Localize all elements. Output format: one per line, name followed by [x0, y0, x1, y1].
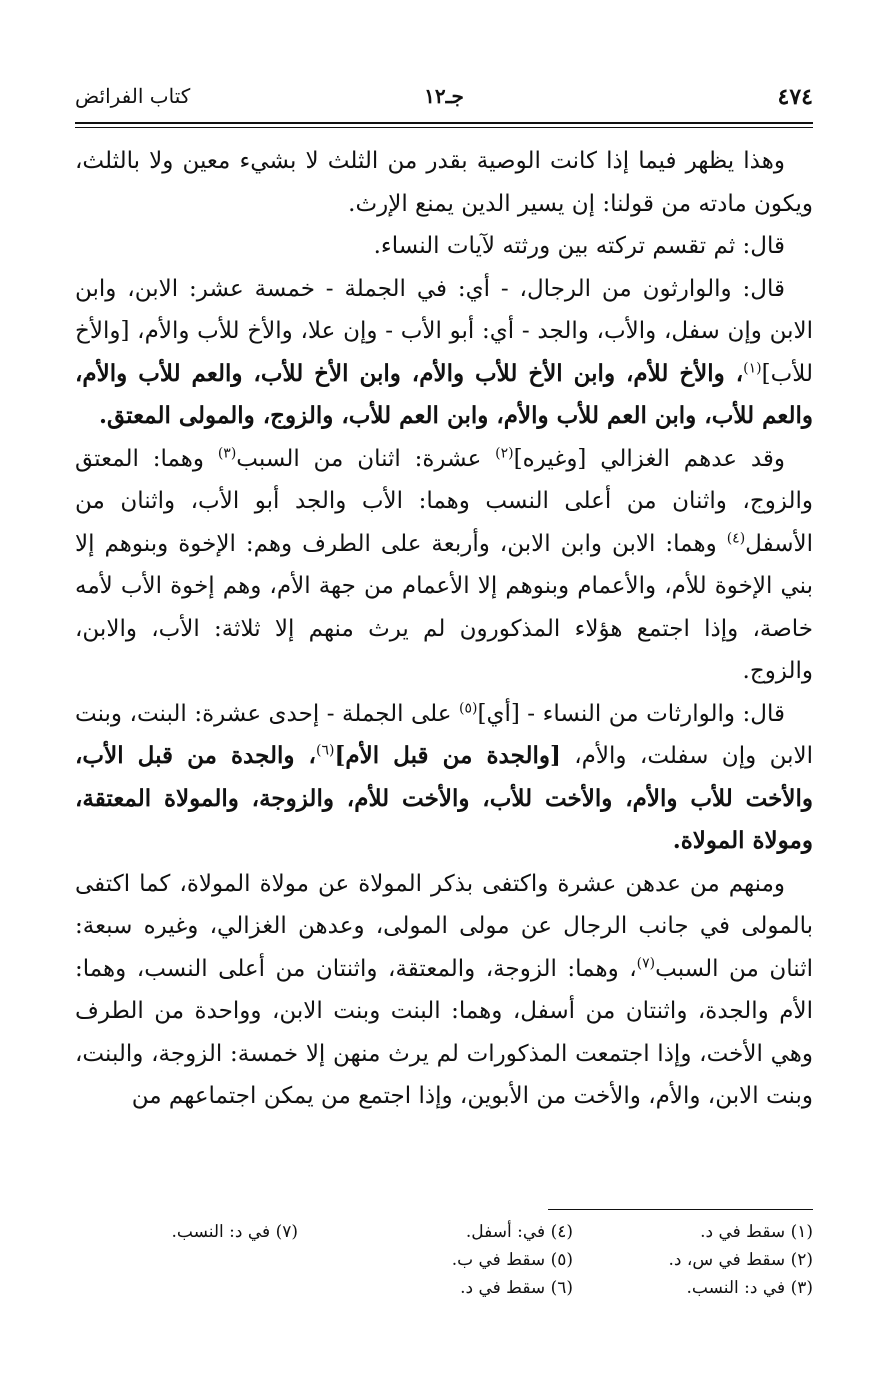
- paragraph-3-text: قال: والوارثون من الرجال، - أي: في الجملة - خمسة عشر: الابن، وابن الابن وإن سفل، والأب، والجد - أي: أبو الأب - وإن علا، والأخ للأب والأم،: [75, 275, 813, 344]
- page-header: [75, 84, 813, 120]
- footnote-ref-3: (٣): [217, 444, 237, 461]
- paragraph-5: [75, 693, 813, 863]
- paragraph-4-text-c: وهما: المعتق والزوج، واثنان من أعلى النسب وهما: الأب والجد أبو الأب، واثنان من الأسفل: [75, 445, 813, 557]
- paragraph-6: [75, 863, 813, 1118]
- paragraph-5-bold: ، والجدة من قبل الأب، والأخت للأب والأم، والأخت للأب، والأخت للأم، والزوجة، والمولاة المعتقة، ومولاة المولاة.: [75, 742, 813, 854]
- footnote-ref-6: (٦): [315, 742, 335, 759]
- paragraph-4: [75, 438, 813, 693]
- footnote-1: (١) سقط في د.: [700, 1222, 813, 1242]
- paragraph-4-text-b: عشرة: اثنان من السبب: [236, 445, 496, 472]
- paragraph-2-text: قال: ثم تقسم تركته بين ورثته لآيات النساء.: [373, 233, 785, 259]
- paragraph-3-bold: ، والأخ للأم، وابن الأخ للأب والأم، وابن الأخ للأب، والعم للأب والأم، والعم للأب، وابن العم للأب والأم، وابن العم للأب، والزوج، والمولى المعتق.: [75, 359, 813, 429]
- header-rule-thick: [75, 122, 813, 124]
- paragraph-3-bracket: [والأخ للأب]: [75, 318, 813, 387]
- paragraph-1: [75, 140, 813, 225]
- paragraph-5-bracket: [والجدة من قبل الأم]: [334, 742, 561, 769]
- page-number: ٤٧٤: [777, 84, 813, 110]
- footnote-ref-1: (١): [743, 359, 762, 376]
- paragraph-6-text-b: ، وهما: الزوجة، والمعتقة، واثنتان من أعلى النسب، وهما: الأم والجدة، واثنتان من أسفل، وهما: البنت وبنت الابن، وواحدة من الطرف وهي الأخت، وإذا اجتمعت المذكورات لم يرث منهن إلا خمسة: الزوجة، والبنت، وبنت الابن، والأم، والأخت من الأبوين، وإذا اجتمع من يمكن اجتماعهم من: [75, 955, 813, 1109]
- footnotes: [130, 1218, 813, 1318]
- footnote-ref-4: (٤): [726, 529, 746, 546]
- volume-label: جـ١٢: [424, 84, 464, 108]
- paragraph-5-text-a: قال: والوارثات من النساء - [أي]: [477, 700, 785, 727]
- footnote-6: (٦) سقط في د.: [460, 1278, 573, 1298]
- footnote-2: (٢) سقط في س، د.: [668, 1250, 813, 1270]
- footnote-ref-2: (٢): [495, 444, 514, 461]
- footnote-column-3: [171, 1218, 298, 1246]
- paragraph-6-text-a: ومنهم من عدهن عشرة واكتفى بذكر المولاة عن مولاة المولاة، كما اكتفى بالمولى في جانب الرجال عن مولى المولى، وعدهن الغزالي، وغيره سبعة: اثنان من السبب: [75, 870, 813, 982]
- footnote-ref-7: (٧): [636, 954, 656, 971]
- book-title: كتاب الفرائض: [75, 84, 191, 108]
- paragraph-4-text-a: وقد عدهم الغزالي [وغيره]: [513, 445, 785, 472]
- footnote-ref-5: (٥): [459, 699, 478, 716]
- main-text: [75, 140, 813, 1118]
- footnote-7: (٧) في د: النسب.: [171, 1222, 298, 1242]
- header-rule-thin: [75, 127, 813, 128]
- footnote-separator: [548, 1209, 813, 1210]
- footnote-5: (٥) سقط في ب.: [451, 1250, 573, 1270]
- paragraph-2: [75, 225, 813, 268]
- footnote-4: (٤) في: أسفل.: [465, 1222, 573, 1242]
- paragraph-1-text: وهذا يظهر فيما إذا كانت الوصية بقدر من الثلث لا بشيء معين ولا بالثلث، ويكون مادته من قولنا: إن يسير الدين يمنع الإرث.: [75, 148, 813, 217]
- footnote-3: (٣) في د: النسب.: [686, 1278, 813, 1298]
- paragraph-5-text-b: على الجملة - إحدى عشرة: البنت، وبنت الابن وإن سفلت، والأم،: [75, 700, 813, 769]
- footnote-column-1: [668, 1218, 813, 1302]
- paragraph-4-text-d: وهما: الابن وابن الابن، وأربعة على الطرف وهم: الإخوة وبنوهم إلا بني الإخوة للأم، والأعمام وبنوهم إلا الأعمام من جهة الأم، وهم إخوة الأب لأمه خاصة، وإذا اجتمع هؤلاء المذكورون لم يرث منهم إلا ثلاثة: الأب، والابن، والزوج.: [75, 530, 813, 684]
- footnote-column-2: [452, 1218, 573, 1302]
- paragraph-3: [75, 268, 813, 438]
